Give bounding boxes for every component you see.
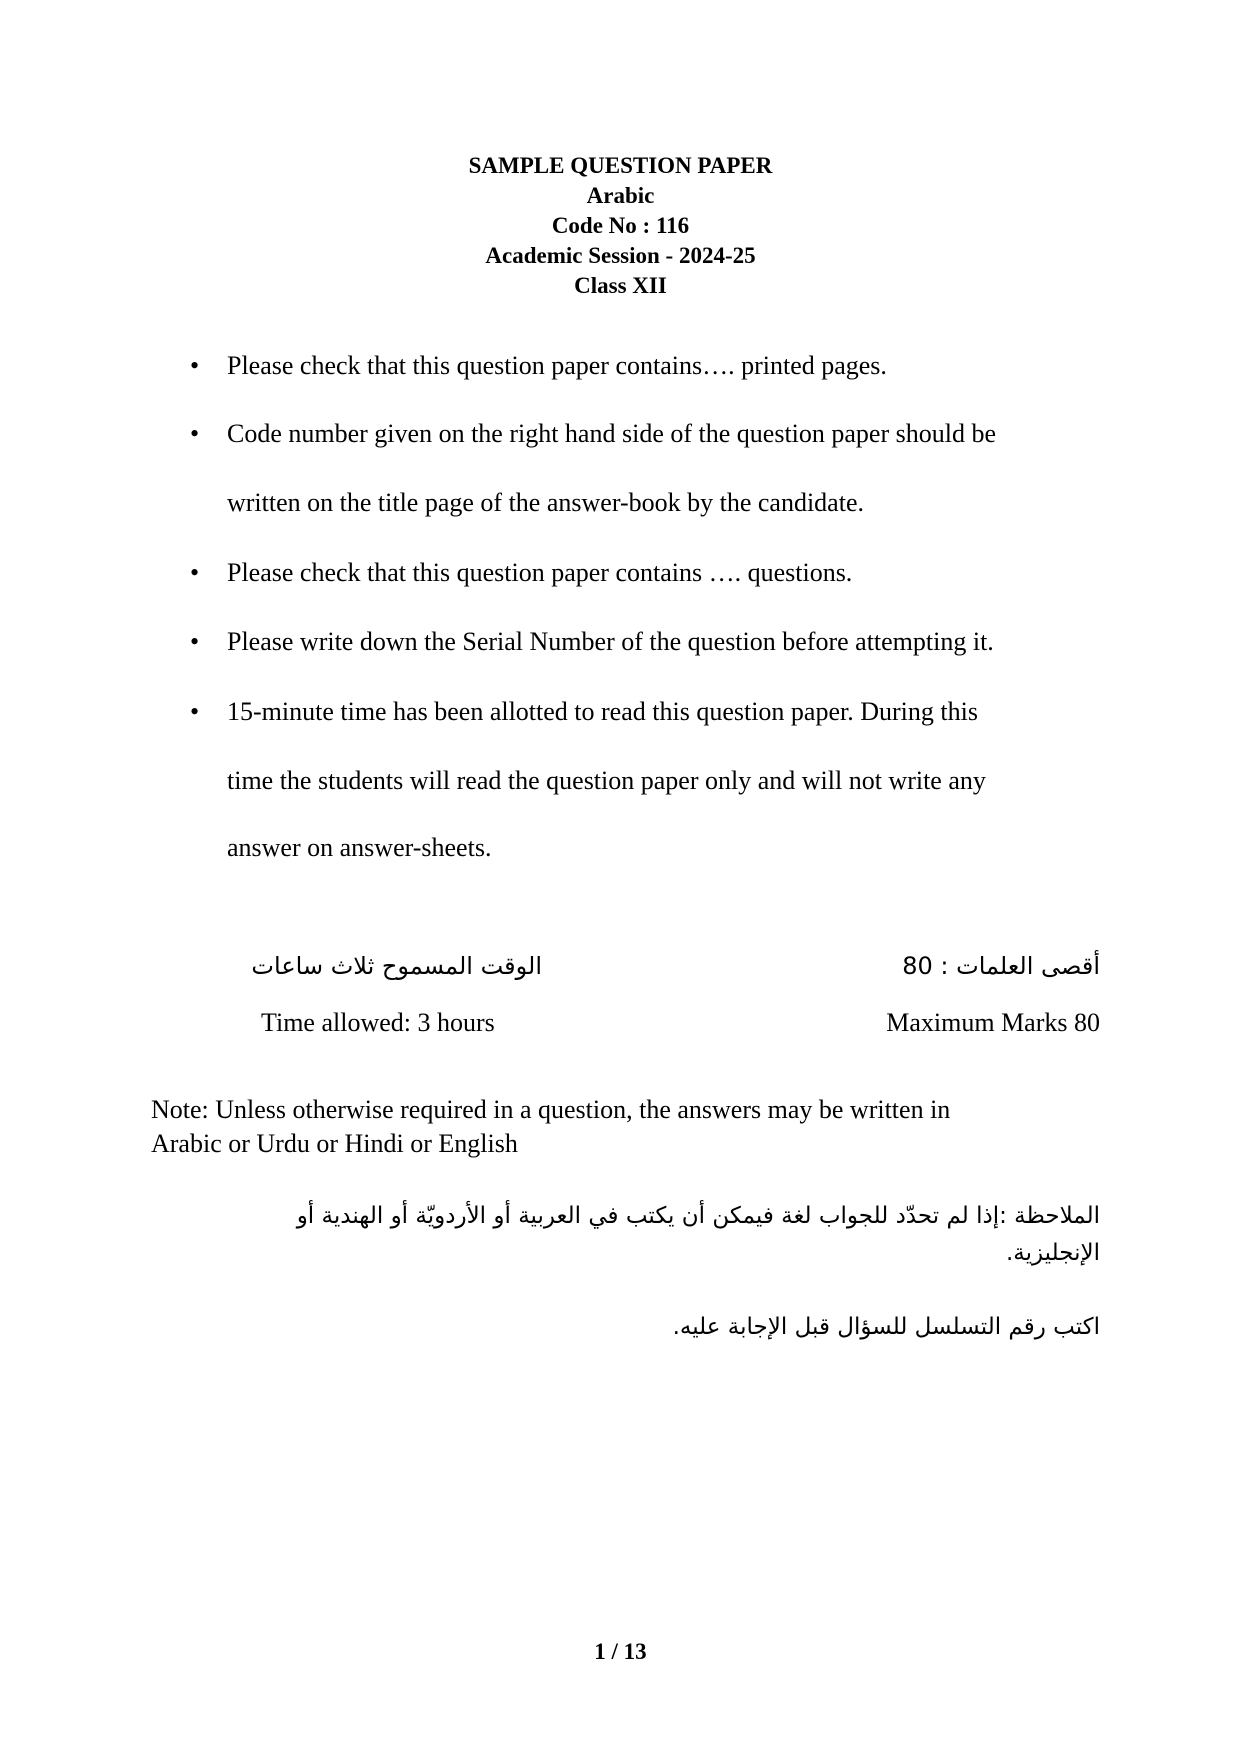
serial-number-instruction-arabic: اكتب رقم التسلسل للسؤال قبل الإجابة عليه. (672, 1314, 1100, 1340)
instruction-4: Please write down the Serial Number of the question before attempting it. (227, 627, 994, 656)
instruction-1: Please check that this question paper contains…. printed pages. (227, 351, 887, 380)
note-english (151, 1093, 950, 1161)
note-arabic-line-1: الملاحظة :إذا لم تحدّد للجواب لغة فيمكن أن يكتب في العربية أو الأردويّة أو الهندية أو (296, 1203, 1100, 1229)
bullet-icon: • (190, 419, 200, 448)
note-line-1: Note: Unless otherwise required in a question, the answers may be written in (151, 1095, 951, 1124)
academic-session: Academic Session - 2024-25 (485, 243, 756, 268)
note-line-2: Arabic or Urdu or Hindi or English (151, 1129, 518, 1158)
instruction-2-line-1: Code number given on the right hand side of the question paper should be (227, 419, 997, 448)
class: Class XII (574, 273, 667, 298)
page-number: 1 / 13 (594, 1639, 647, 1664)
max-marks: Maximum Marks 80 (886, 1008, 1100, 1037)
instruction-2-line-2: written on the title page of the answer-book by the candidate. (227, 488, 864, 517)
bullet-icon: • (190, 697, 200, 726)
code-number: Code No : 116 (551, 213, 690, 238)
paper-title: SAMPLE QUESTION PAPER (468, 153, 773, 178)
max-marks-arabic: أقصى العلمات : 80 (902, 952, 1100, 980)
bullet-icon: • (190, 558, 200, 587)
time-allowed: Time allowed: 3 hours (261, 1008, 495, 1037)
note-arabic (150, 1198, 1100, 1272)
note-arabic-line-2: الإنجليزية. (1005, 1240, 1100, 1266)
subject: Arabic (586, 183, 655, 208)
instruction-5-line-3: answer on answer-sheets. (227, 833, 492, 862)
instruction-3: Please check that this question paper contains …. questions. (227, 558, 853, 587)
bullet-icon: • (190, 351, 200, 380)
bullet-icon: • (190, 627, 200, 656)
instruction-5-line-2: time the students will read the question paper only and will not write any (227, 766, 986, 795)
time-allowed-arabic: الوقت المسموح ثلاث ساعات (251, 952, 542, 980)
instruction-5-line-1: 15-minute time has been allotted to read this question paper. During this (227, 697, 978, 726)
